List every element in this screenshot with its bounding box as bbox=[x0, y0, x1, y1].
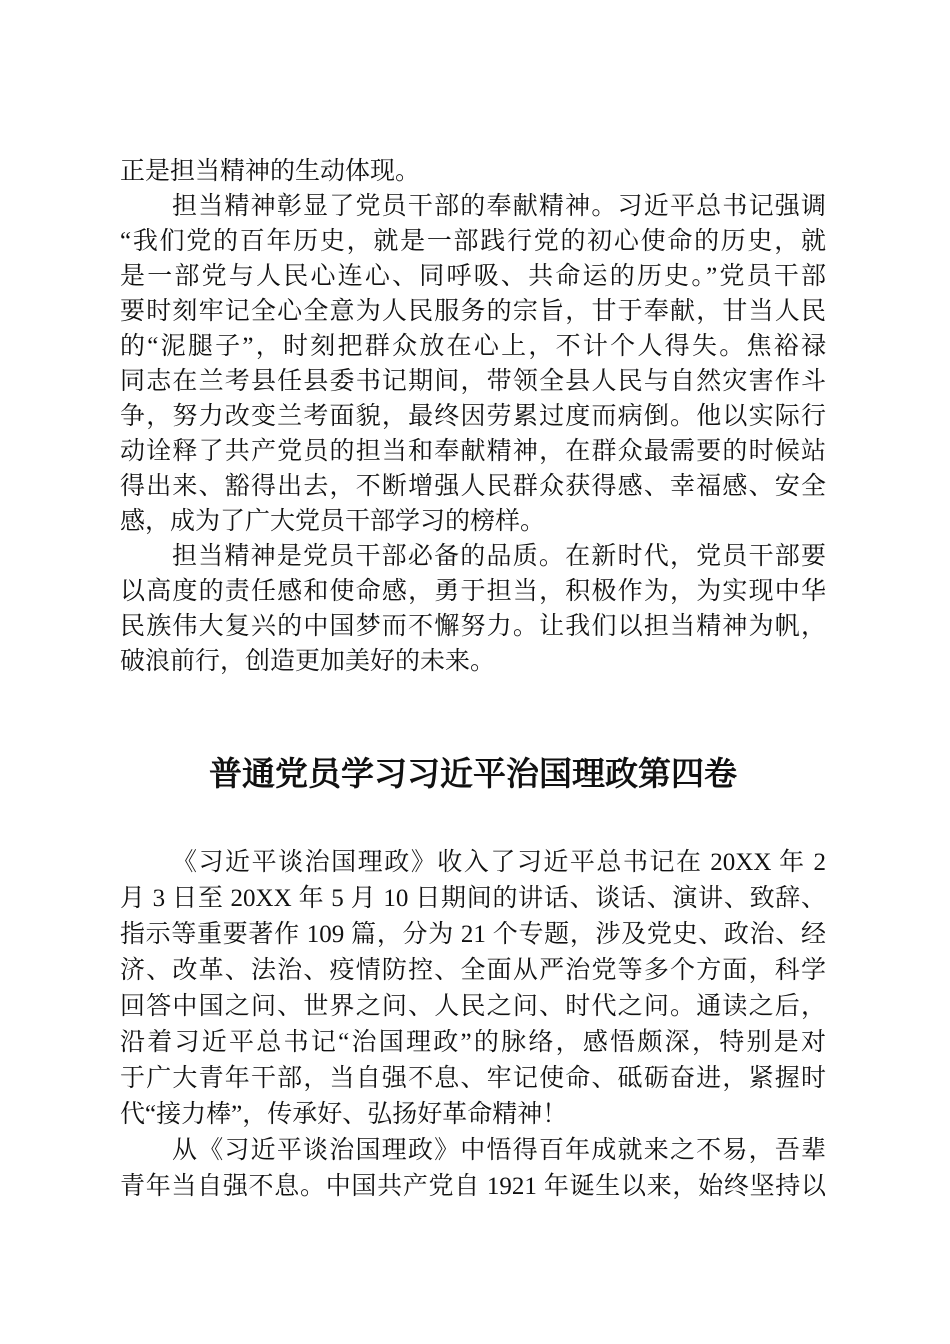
text-line: 要时刻牢记全心全意为人民服务的宗旨，甘于奉献，甘当人民 bbox=[120, 298, 826, 325]
text-line: 担当精神是党员干部必备的品质。在新时代，党员干部要 bbox=[172, 543, 826, 570]
text-line: 同志在兰考县任县委书记期间，带领全县人民与自然灾害作斗 bbox=[120, 368, 826, 395]
text-line: 《习近平谈治国理政》收入了习近平总书记在 20XX 年 2 bbox=[172, 849, 826, 876]
text-line: 的“泥腿子”，时刻把群众放在心上，不计个人得失。焦裕禄 bbox=[120, 333, 826, 360]
text-line: 是一部党与人民心连心、同呼吸、共命运的历史。”党员干部 bbox=[120, 263, 826, 290]
article-title: 普通党员学习习近平治国理政第四卷 bbox=[209, 757, 737, 793]
section-previous-article bbox=[120, 154, 826, 679]
text-line: 得出来、豁得出去，不断增强人民群众获得感、幸福感、安全 bbox=[120, 473, 826, 500]
text-line: 回答中国之问、世界之问、人民之问、时代之问。通读之后， bbox=[120, 993, 826, 1020]
text-line: 争，努力改变兰考面貌，最终因劳累过度而病倒。他以实际行 bbox=[120, 403, 826, 430]
text-line: 月 3 日至 20XX 年 5 月 10 日期间的讲话、谈话、演讲、致辞、 bbox=[120, 885, 826, 912]
paragraph bbox=[120, 845, 826, 1133]
text-line: 代“接力棒”，传承好、弘扬好革命精神！ bbox=[120, 1101, 568, 1128]
text-line: 正是担当精神的生动体现。 bbox=[120, 158, 421, 185]
paragraph bbox=[120, 539, 826, 679]
text-line: 从《习近平谈治国理政》中悟得百年成就来之不易，吾辈 bbox=[172, 1137, 826, 1164]
text-line: 担当精神彰显了党员干部的奉献精神。习近平总书记强调 bbox=[172, 193, 826, 220]
text-line: 济、改革、法治、疫情防控、全面从严治党等多个方面，科学 bbox=[120, 957, 826, 984]
text-line: “我们党的百年历史，就是一部践行党的初心使命的历史，就 bbox=[120, 228, 826, 255]
text-line: 民族伟大复兴的中国梦而不懈努力。让我们以担当精神为帆， bbox=[120, 613, 826, 640]
text-line: 以高度的责任感和使命感，勇于担当，积极作为，为实现中华 bbox=[120, 578, 826, 605]
text-line: 青年当自强不息。中国共产党自 1921 年诞生以来，始终坚持以 bbox=[120, 1173, 826, 1200]
paragraph bbox=[120, 1133, 826, 1205]
text-line: 指示等重要著作 109 篇，分为 21 个专题，涉及党史、政治、经 bbox=[120, 921, 826, 948]
text-line: 动诠释了共产党员的担当和奉献精神，在群众最需要的时候站 bbox=[120, 438, 826, 465]
paragraph bbox=[120, 154, 826, 189]
text-line: 破浪前行，创造更加美好的未来。 bbox=[120, 648, 496, 675]
text-line: 感，成为了广大党员干部学习的榜样。 bbox=[120, 508, 546, 535]
text-line: 于广大青年干部，当自强不息、牢记使命、砥砺奋进，紧握时 bbox=[120, 1065, 826, 1092]
section-article-body bbox=[120, 845, 826, 1205]
text-line: 沿着习近平总书记“治国理政”的脉络，感悟颇深，特别是对 bbox=[120, 1029, 826, 1056]
paragraph bbox=[120, 189, 826, 539]
